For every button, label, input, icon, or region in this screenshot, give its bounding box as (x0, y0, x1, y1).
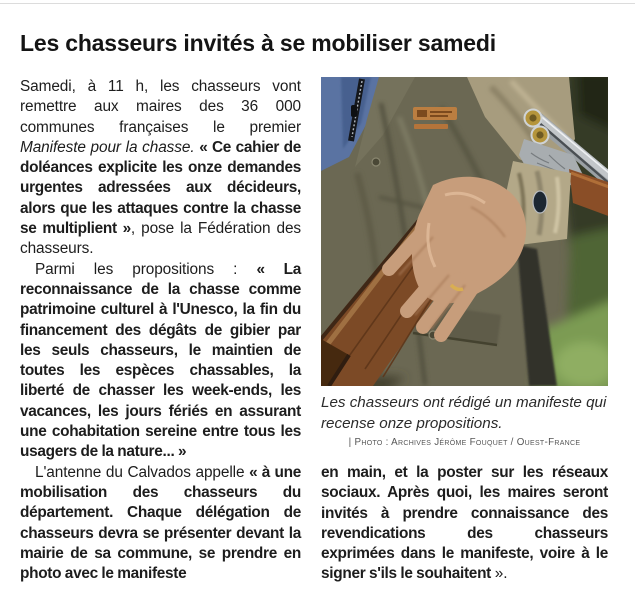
article-title: Les chasseurs invités à se mobiliser samedi (20, 30, 496, 56)
text-segment-bold: « Ce cahier de doléances explicite les onze demandes urgentes adressées aux décideurs, alors que les attaques contre la chasse se multiplient » (20, 138, 301, 238)
text-segment-bold: « La reconnaissance de la chasse comme patrimoine culturel à l'Unesco, la fin du financement des dégâts de gibier par les seuls chasseurs, le maintien de toutes les espèces chassables, la liberté de chasser les week-ends, les vacances, les jours fériés en assurant une cohabitation sereine entre tous les usagers de la nature... » (20, 260, 301, 461)
snap-button (372, 158, 380, 166)
text-segment-normal: L'antenne du Calvados appelle (35, 463, 250, 481)
paragraph (20, 463, 301, 585)
article-column-left (20, 77, 301, 584)
article-column-right-text (321, 463, 608, 585)
article-column-right (321, 77, 608, 585)
text-segment-normal: Parmi les propositions : (35, 260, 257, 278)
text-segment-bold: « à une mobilisation des chasseurs du département. Chaque délégation de chasseurs devra se présenter devant la mairie de sa commune, se prendre en photo avec le manifeste (20, 463, 301, 583)
photo-credit: | Photo : Archives Jérôme Fouquet / Ouest-France (348, 437, 581, 448)
paragraph (20, 77, 301, 260)
paragraph (321, 463, 608, 585)
paragraph (20, 260, 301, 463)
text-segment-normal: ». (491, 565, 508, 583)
hunter-photo-illustration (321, 77, 608, 386)
text-segment-normal: Samedi, à 11 h, les chasseurs vont remettre aux maires des 36 000 communes françaises le premier (20, 78, 301, 136)
text-segment-normal: , pose la Fédération des chasseurs. (20, 220, 301, 258)
top-rule (0, 3, 635, 4)
photo-caption: Les chasseurs ont rédigé un manifeste qui recense onze propositions. (321, 394, 607, 432)
text-segment-italic: Manifeste pour la chasse. (20, 138, 195, 156)
wristwatch (533, 191, 547, 213)
article-photo (321, 77, 608, 386)
text-segment-bold: en main, et la poster sur les réseaux sociaux. Après quoi, les maires seront invités à prendre connaissance des revendications des chasseurs exprimées dans le manifeste, voire à le signer s'ils le souhaitent (321, 464, 608, 583)
